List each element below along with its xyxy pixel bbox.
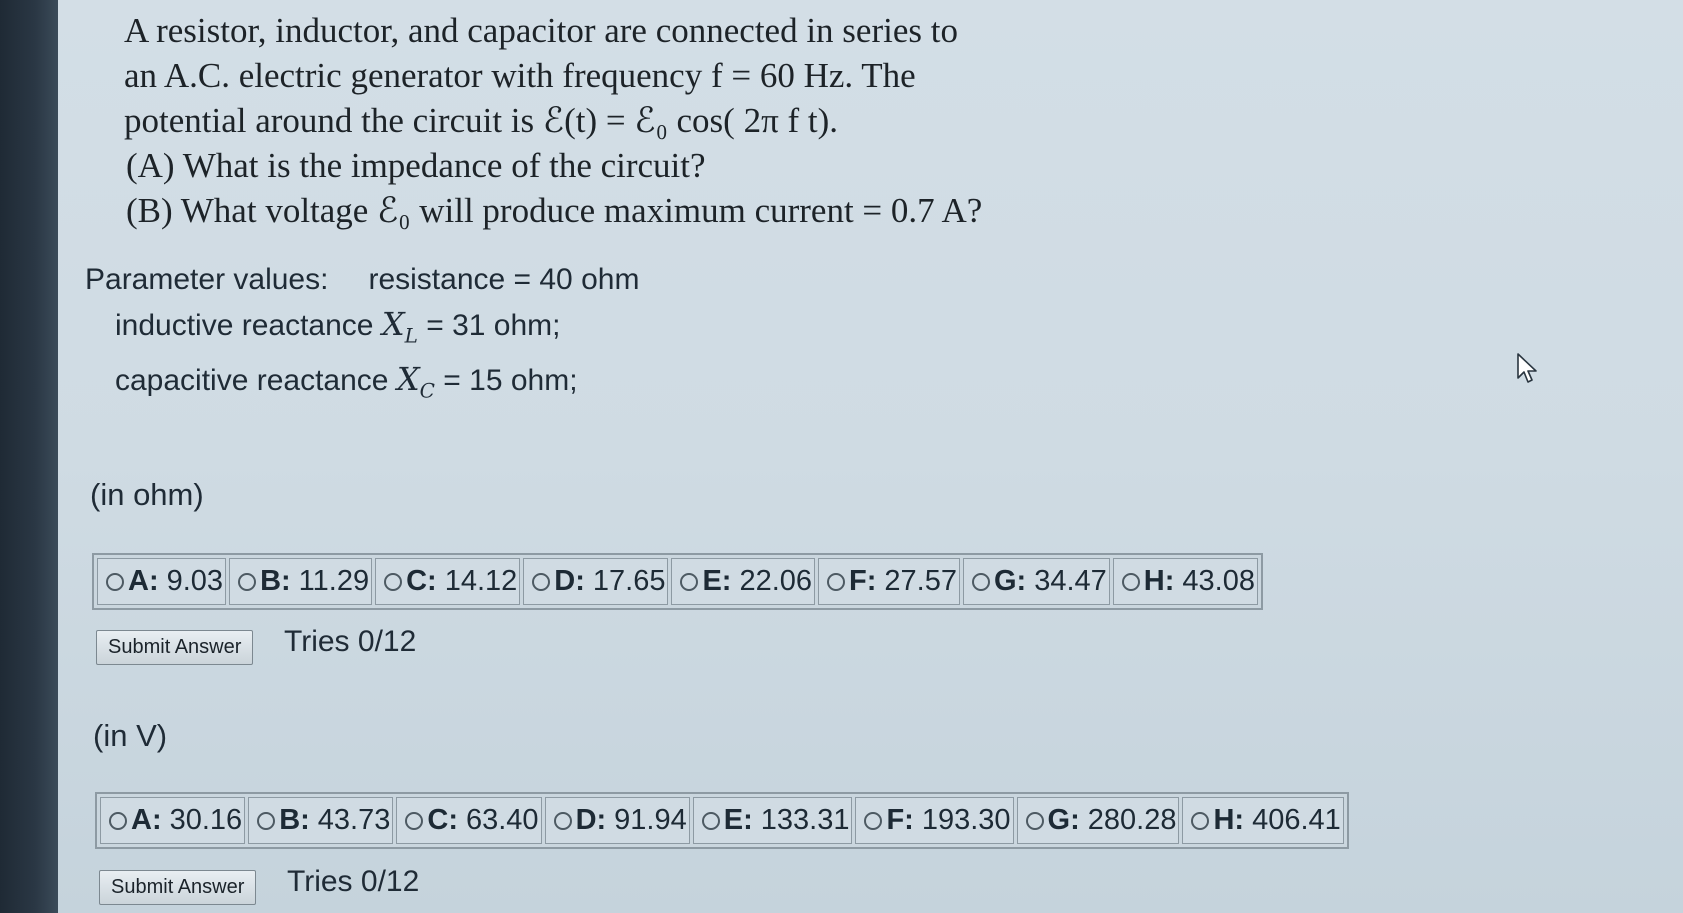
problem-statement xyxy=(124,8,1084,233)
parameter-values xyxy=(85,258,639,413)
param-row-capacitive xyxy=(85,357,639,412)
question-part-b: (B) What voltage ℰ₀ will produce maximum current = 0.7 A? xyxy=(126,191,983,230)
question-part-a: (A) What is the impedance of the circuit? xyxy=(126,146,706,185)
radio-button-icon[interactable] xyxy=(1191,812,1209,830)
radio-button-icon[interactable] xyxy=(554,812,572,830)
radio-button-icon[interactable] xyxy=(257,812,275,830)
part-b-choices xyxy=(95,792,1349,849)
capacitive-symbol: $X_C$ xyxy=(396,360,435,403)
part-b-choice-b[interactable]: B: 43.73 xyxy=(248,797,393,844)
part-b-choice-d[interactable]: D: 91.94 xyxy=(545,797,690,844)
part-a-choice-d[interactable]: D: 17.65 xyxy=(523,558,668,605)
param-row-resistance xyxy=(85,258,639,302)
part-a-choice-e[interactable]: E: 22.06 xyxy=(671,558,815,605)
radio-button-icon[interactable] xyxy=(384,573,402,591)
radio-button-icon[interactable] xyxy=(1122,573,1140,591)
radio-button-icon[interactable] xyxy=(680,573,698,591)
part-b-unit: (in V) xyxy=(93,718,168,753)
mouse-pointer-icon xyxy=(1516,352,1540,384)
capacitive-value: = 15 ohm; xyxy=(443,364,578,398)
part-a-choice-b[interactable]: B: 11.29 xyxy=(229,558,372,605)
part-a-choices xyxy=(92,553,1263,610)
problem-line-2: an A.C. electric generator with frequency f = 60 Hz. The xyxy=(124,56,916,95)
part-b-choice-g[interactable]: G: 280.28 xyxy=(1017,797,1180,844)
inductive-symbol: $X_L$ xyxy=(381,305,418,348)
part-b-submit-button[interactable]: Submit Answer xyxy=(99,870,256,905)
part-b-tries: Tries 0/12 xyxy=(287,865,420,898)
radio-button-icon[interactable] xyxy=(702,812,720,830)
problem-line-3: potential around the circuit is ℰ(t) = ℰ₀ cos( 2π f t). xyxy=(124,101,839,140)
param-resistance: resistance = 40 ohm xyxy=(368,263,640,296)
radio-button-icon[interactable] xyxy=(864,812,882,830)
part-a-choice-a[interactable]: A: 9.03 xyxy=(97,558,226,605)
screen-bezel xyxy=(0,0,58,913)
part-b-choice-c[interactable]: C: 63.40 xyxy=(396,797,541,844)
radio-button-icon[interactable] xyxy=(827,573,845,591)
part-b-choice-f[interactable]: F: 193.30 xyxy=(855,797,1013,844)
part-a-tries: Tries 0/12 xyxy=(284,625,417,658)
part-b-choice-h[interactable]: H: 406.41 xyxy=(1182,797,1343,844)
radio-button-icon[interactable] xyxy=(109,812,127,830)
part-a-unit: (in ohm) xyxy=(90,477,204,512)
part-a-submit-button[interactable]: Submit Answer xyxy=(96,630,253,665)
part-b-choice-a[interactable]: A: 30.16 xyxy=(100,797,245,844)
radio-button-icon[interactable] xyxy=(972,573,990,591)
part-a-choice-g[interactable]: G: 34.47 xyxy=(963,558,1110,605)
part-b-choice-e[interactable]: E: 133.31 xyxy=(693,797,853,844)
radio-button-icon[interactable] xyxy=(106,573,124,591)
problem-line-1: A resistor, inductor, and capacitor are connected in series to xyxy=(124,11,958,50)
radio-button-icon[interactable] xyxy=(532,573,550,591)
inductive-value: = 31 ohm; xyxy=(426,309,561,342)
radio-button-icon[interactable] xyxy=(405,812,423,830)
radio-button-icon[interactable] xyxy=(1026,812,1044,830)
radio-button-icon[interactable] xyxy=(238,573,256,591)
param-row-inductive xyxy=(85,302,639,357)
part-a-choice-c[interactable]: C: 14.12 xyxy=(375,558,520,605)
inductive-label: inductive reactance xyxy=(115,309,374,342)
part-a-choice-f[interactable]: F: 27.57 xyxy=(818,558,960,605)
capacitive-label: capacitive reactance xyxy=(115,364,389,398)
param-label: Parameter values: xyxy=(85,263,329,296)
part-a-choice-h[interactable]: H: 43.08 xyxy=(1113,558,1258,605)
